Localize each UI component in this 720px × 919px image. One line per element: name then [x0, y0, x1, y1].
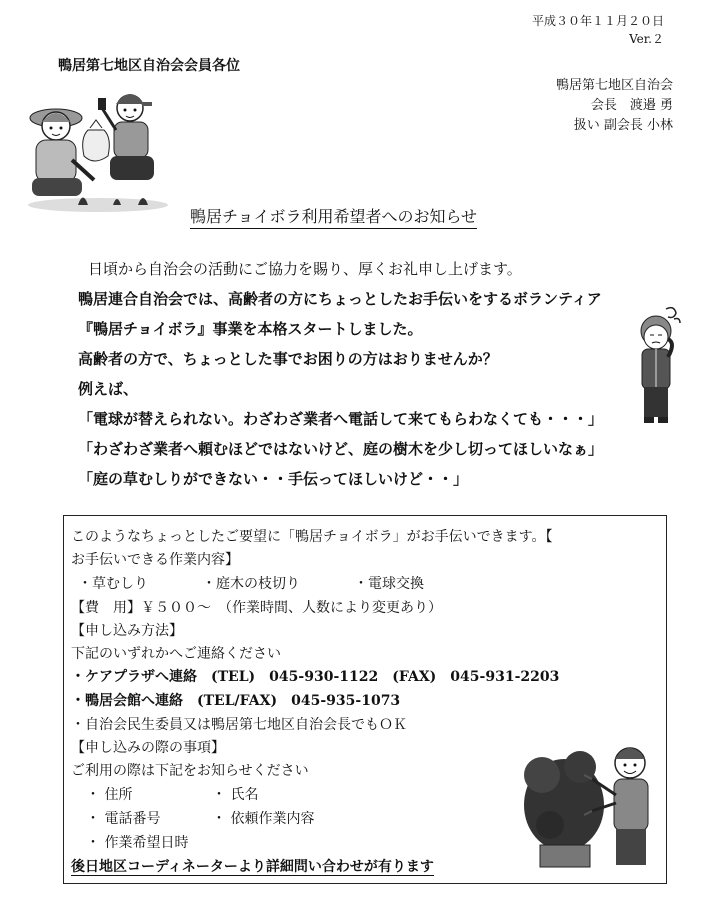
- box-footer: 後日地区コーディネーターより詳細問い合わせが有ります: [71, 859, 434, 875]
- body-line-question: 高齢者の方で、ちょっとした事でお困りの方はおりませんか？: [78, 350, 498, 368]
- pruning-man-illustration: [520, 735, 678, 875]
- contact-kaikan: ・鴨居会館へ連絡 (TEL/FAX) 045-935-1073: [71, 693, 401, 709]
- item-request: ・ 依頼作業内容: [212, 811, 315, 827]
- body-line-greeting: 日頃から自治会の活動にご協力を賜り、厚くお礼申し上げます。: [88, 260, 522, 278]
- notice-title: 鴨居チョイボラ利用希望者へのお知らせ: [190, 204, 477, 229]
- body-line-quote-1: 「電球が替えられない。わざわざ業者へ電話して来てもらわなくても・・・」: [78, 410, 604, 428]
- item-name: ・ 氏名: [212, 787, 259, 803]
- item-date: ・ 作業希望日時: [86, 835, 189, 851]
- puzzled-woman-illustration: [622, 305, 690, 430]
- box-intro: このようなちょっとしたご要望に「鴨居チョイボラ」がお手伝いできます。【: [71, 529, 553, 545]
- body-line-quote-2: 「わざわざ業者へ頼むほどではないけど、庭の樹木を少し切ってほしいなぁ」: [78, 440, 604, 458]
- item-phone: ・ 電話番号: [86, 811, 161, 827]
- apply-heading: 【申し込み方法】: [71, 623, 183, 639]
- volunteers-weeding-illustration: [18, 80, 178, 215]
- box-footer-wrap: [71, 856, 434, 876]
- body-line-example: 例えば、: [78, 380, 139, 398]
- apply-intro: 下記のいずれかへご連絡ください: [71, 646, 281, 662]
- notes-intro: ご利用の際は下記をお知らせください: [71, 763, 309, 779]
- sender-chair: 会長 渡邉 勇: [590, 98, 673, 113]
- body-line-quote-3: 「庭の草むしりができない・・手伝ってほしいけど・・」: [78, 470, 469, 488]
- document-version: Ver.２: [629, 32, 664, 46]
- notes-heading: 【申し込みの際の事項】: [71, 740, 225, 756]
- tasks-heading: お手伝いできる作業内容】: [71, 552, 239, 568]
- fee-line: 【費 用】￥５００～ （作業時間、人数により変更あり）: [71, 600, 442, 616]
- task-bulb: ・電球交換: [354, 576, 424, 592]
- body-line-start: 『鴨居チョイボラ』事業を本格スタートしました。: [78, 320, 423, 338]
- sender-org: 鴨居第七地区自治会: [555, 78, 673, 93]
- task-pruning: ・庭木の枝切り: [202, 576, 300, 592]
- contact-careplaza: ・ケアプラザへ連絡 (TEL) 045-930-1122 (FAX) 045-931-2203: [71, 669, 560, 685]
- sender-handler: 扱い 副会長 小林: [573, 118, 673, 133]
- addressee: 鴨居第七地区自治会会員各位: [58, 58, 240, 74]
- task-weeding: ・草むしり: [78, 576, 148, 592]
- contact-committee: ・自治会民生委員又は鴨居第七地区自治会長でもＯＫ: [71, 717, 407, 733]
- body-line-intro: 鴨居連合自治会では、高齢者の方にちょっとしたお手伝いをするボランティア: [78, 290, 602, 308]
- item-address: ・ 住所: [86, 787, 133, 803]
- document-date: 平成３０年１１月２０日: [531, 14, 664, 28]
